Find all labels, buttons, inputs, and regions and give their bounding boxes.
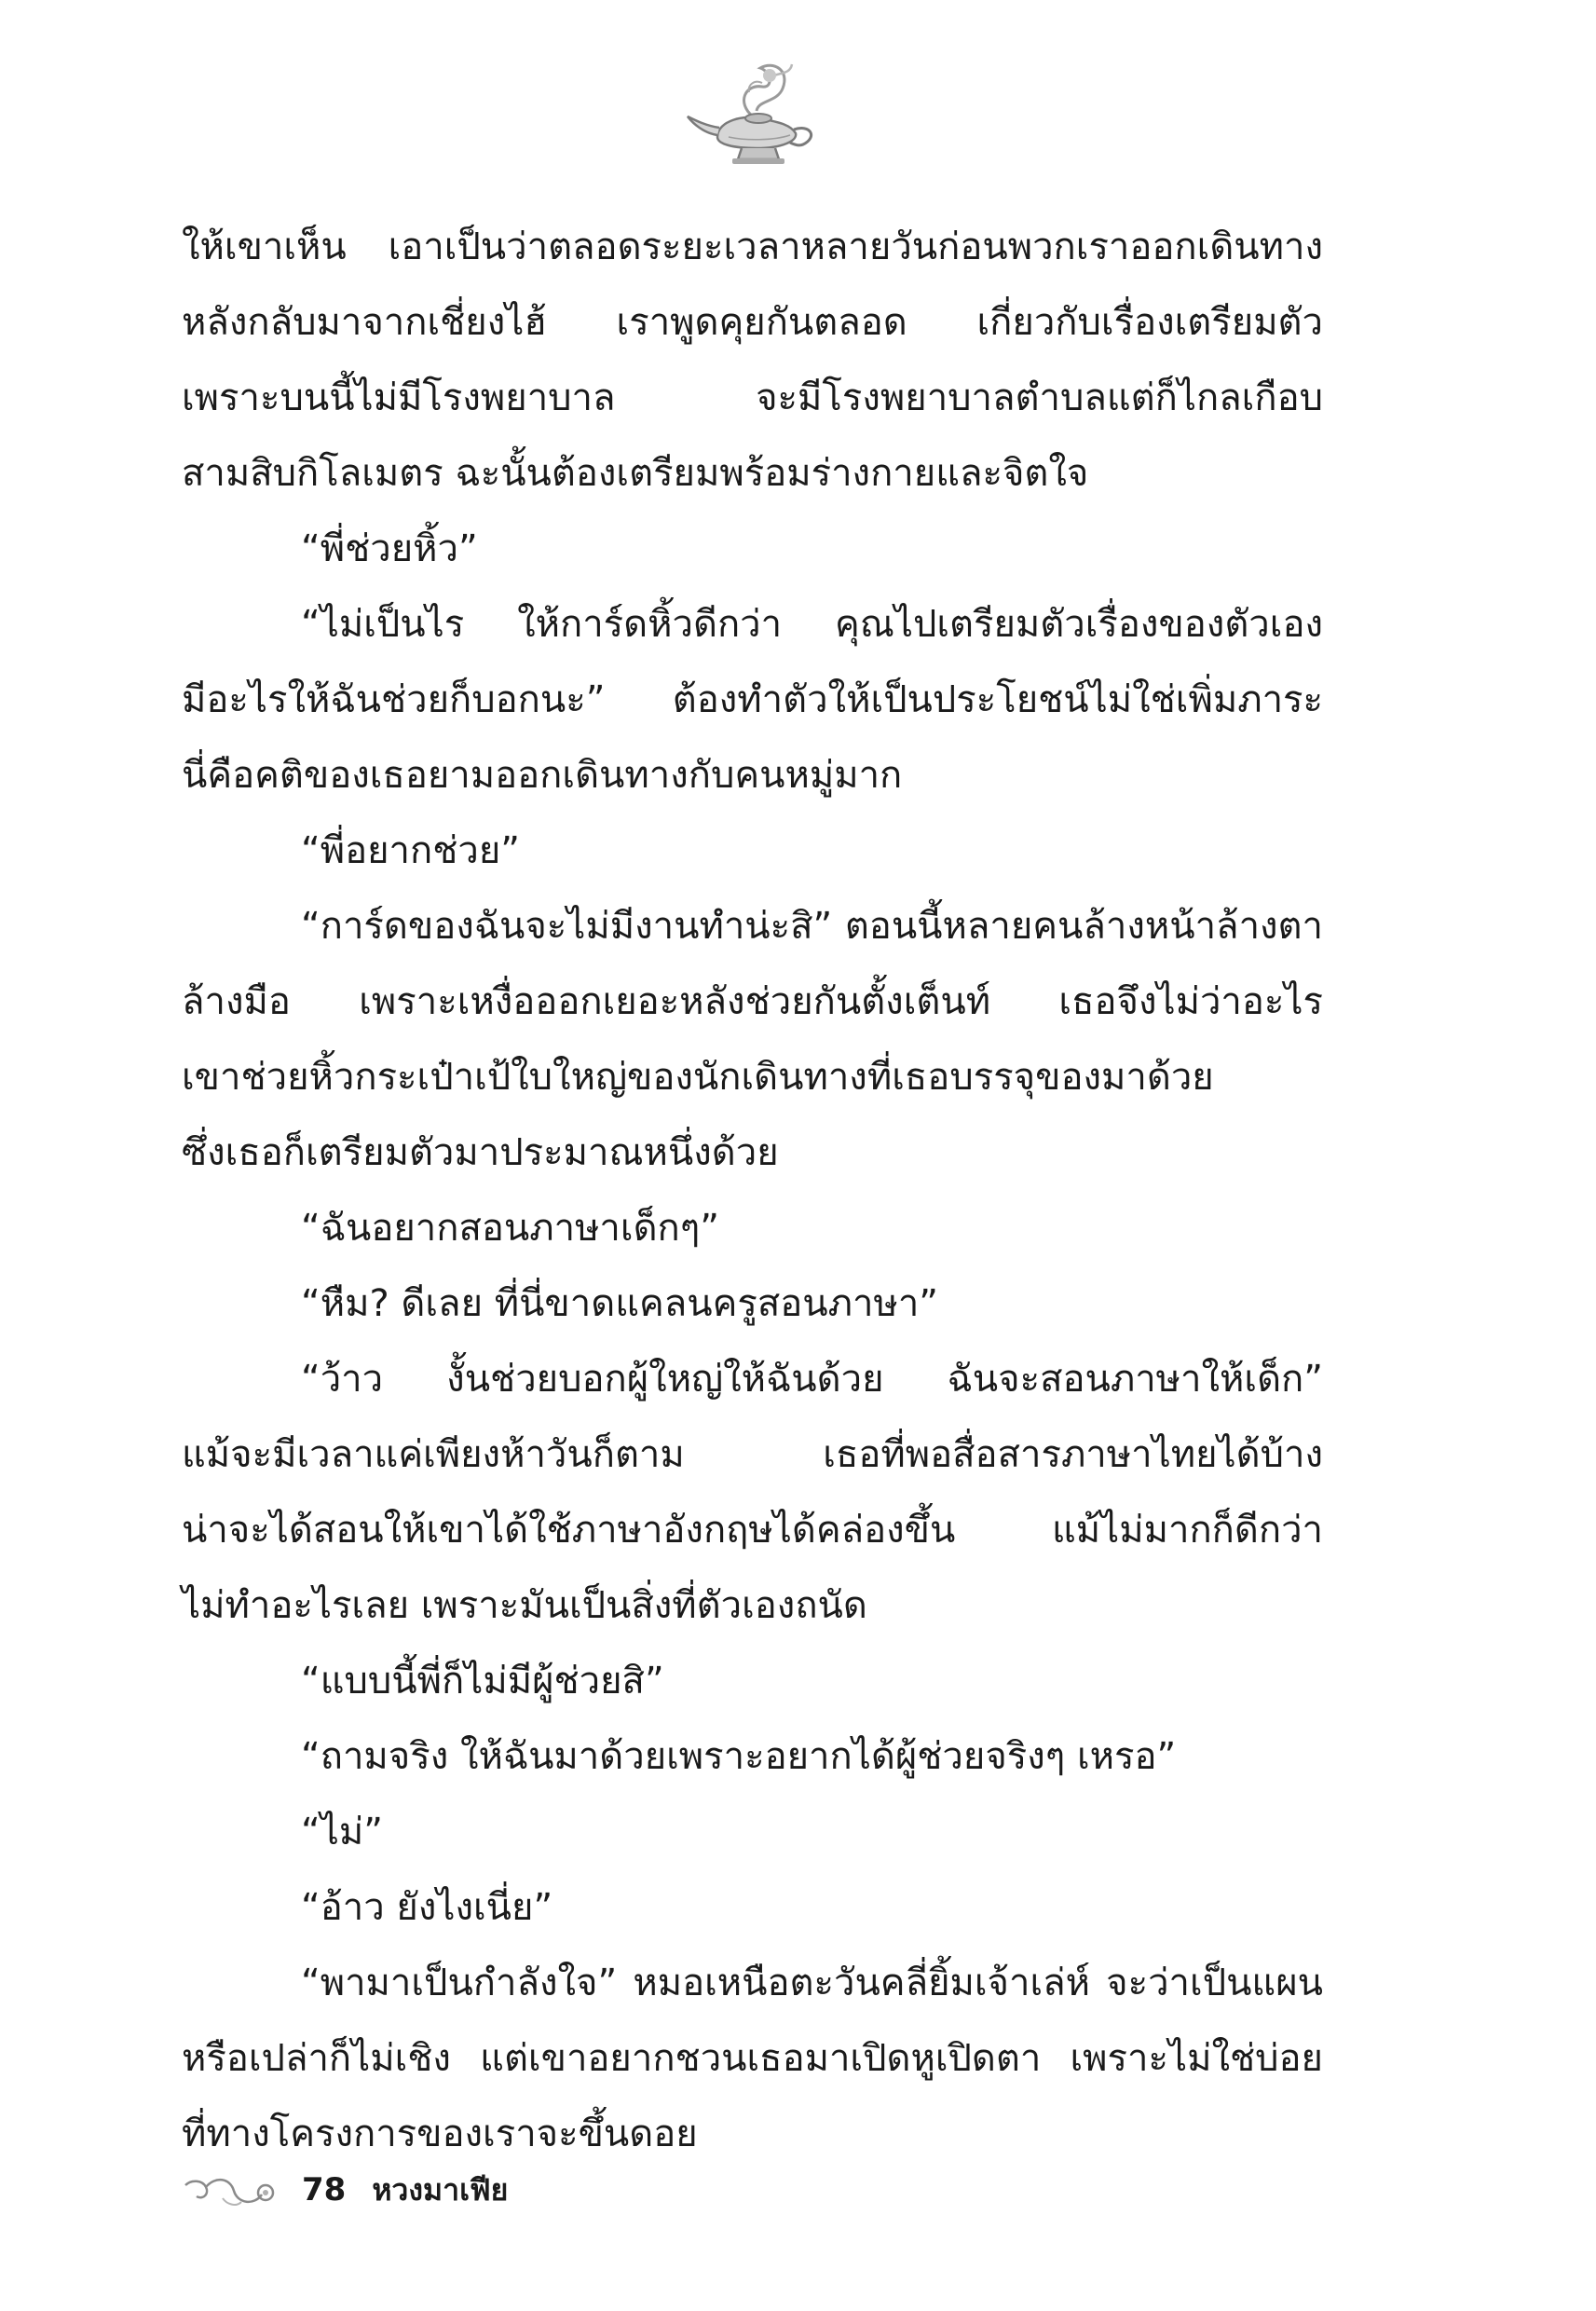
text-line: “ไม่” (301, 1811, 383, 1853)
text-line: แม้จะมีเวลาแค่เพียงห้าวันก็ตาม เธอที่พอสื่อสารภาษาไทยได้บ้าง (182, 1433, 1323, 1476)
text-line: “ฉันอยากสอนภาษาเด็กๆ” (301, 1207, 719, 1250)
page-number: 78 (302, 2171, 347, 2208)
body-text (182, 210, 1323, 2155)
text-line: “แบบนี้พี่ก็ไม่มีผู้ช่วยสิ” (301, 1660, 664, 1702)
text-line: นี่คือคติของเธอยามออกเดินทางกับคนหมู่มาก (182, 754, 903, 797)
text-line: น่าจะได้สอนให้เขาได้ใช้ภาษาอังกฤษได้คล่องขึ้น แม้ไม่มากก็ดีกว่า (182, 1509, 1323, 1552)
text-line: “พี่อยากช่วย” (301, 829, 520, 872)
text-line: “อ้าว ยังไงเนี่ย” (301, 1886, 553, 1929)
text-line: หลังกลับมาจากเชี่ยงไฮ้ เราพูดคุยกันตลอด เกี่ยวกับเรื่องเตรียมตัว (182, 301, 1323, 344)
text-line: “การ์ดของฉันจะไม่มีงานทำน่ะสิ” ตอนนี้หลายคนล้างหน้าล้างตา (301, 905, 1323, 948)
book-title: หวงมาเฟีย (372, 2171, 509, 2208)
text-line: เขาช่วยหิ้วกระเป๋าเป้ใบใหญ่ของนักเดินทางที่เธอบรรจุของมาด้วย (182, 1056, 1214, 1099)
text-line: “ไม่เป็นไร ให้การ์ดหิ้วดีกว่า คุณไปเตรียมตัวเรื่องของตัวเอง (301, 603, 1323, 646)
text-line: “ถามจริง ให้ฉันมาด้วยเพราะอยากได้ผู้ช่วยจริงๆ เหรอ” (301, 1735, 1177, 1778)
text-line: สามสิบกิโลเมตร ฉะนั้นต้องเตรียมพร้อมร่างกายและจิตใจ (182, 452, 1089, 495)
text-line: “พี่ช่วยหิ้ว” (301, 527, 478, 570)
text-line: “พามาเป็นกำลังใจ” หมอเหนือตะวันคลี่ยิ้มเจ้าเล่ห์ จะว่าเป็นแผน (301, 1962, 1323, 2004)
magic-lamp-genie-icon (680, 51, 829, 172)
text-line: “ว้าว งั้นช่วยบอกผู้ใหญ่ให้ฉันด้วย ฉันจะสอนภาษาให้เด็ก” (301, 1358, 1323, 1401)
stethoscope-icon (182, 2167, 280, 2213)
text-line: ล้างมือ เพราะเหงื่อออกเยอะหลังช่วยกันตั้งเต็นท์ เธอจึงไม่ว่าอะไร (182, 980, 1323, 1023)
text-line: “หืม? ดีเลย ที่นี่ขาดแคลนครูสอนภาษา” (301, 1282, 939, 1325)
text-line: ไม่ทำอะไรเลย เพราะมันเป็นสิ่งที่ตัวเองถนัด (182, 1584, 867, 1627)
page-footer (182, 2162, 508, 2218)
text-line: ที่ทางโครงการของเราจะขึ้นดอย (182, 2113, 698, 2155)
text-line: หรือเปล่าก็ไม่เชิง แต่เขาอยากชวนเธอมาเปิดหูเปิดตา เพราะไม่ใช่บ่อย (182, 2037, 1323, 2080)
text-line: มีอะไรให้ฉันช่วยก็บอกนะ” ต้องทำตัวให้เป็นประโยชน์ไม่ใช่เพิ่มภาระ (182, 678, 1323, 721)
text-line: ให้เขาเห็น เอาเป็นว่าตลอดระยะเวลาหลายวันก่อนพวกเราออกเดินทาง (182, 226, 1323, 268)
text-line: ซึ่งเธอก็เตรียมตัวมาประมาณหนึ่งด้วย (182, 1131, 779, 1174)
text-line: เพราะบนนี้ไม่มีโรงพยาบาล จะมีโรงพยาบาลตำบลแต่ก็ไกลเกือบ (182, 376, 1323, 419)
